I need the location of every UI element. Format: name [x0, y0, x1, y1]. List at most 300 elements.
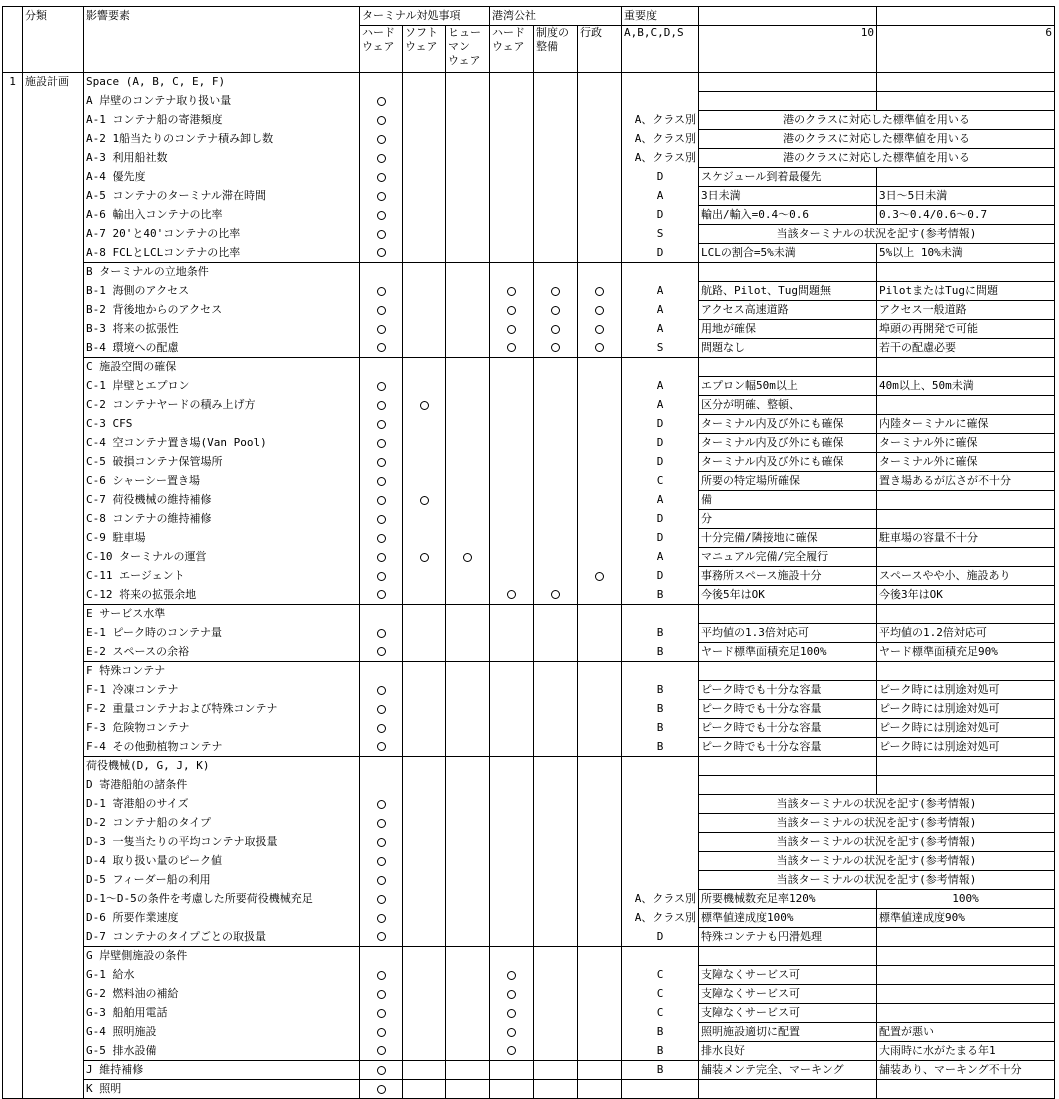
mark-terminal-humanware — [446, 111, 490, 130]
header-factor: 影響要素 — [84, 7, 360, 26]
mark-port-admin — [578, 510, 622, 529]
row-category — [23, 966, 84, 985]
row-score-6: 5%以上 10%未満 — [877, 244, 1055, 263]
row-number — [3, 1023, 23, 1042]
row-factor-label: D-7 コンテナのタイプごとの取扱量 — [84, 928, 360, 947]
row-score-10 — [699, 757, 877, 776]
row-score-6 — [877, 263, 1055, 282]
table-row — [3, 244, 1055, 263]
circle-mark-icon — [377, 116, 386, 125]
row-category — [23, 453, 84, 472]
header-importance-scale: A,B,C,D,S — [622, 26, 699, 73]
circle-mark-icon — [377, 287, 386, 296]
header-terminal-humanware: ヒュー マン ウェア — [446, 26, 490, 73]
row-category — [23, 947, 84, 966]
row-span-note: 当該ターミナルの状況を記す(参考情報) — [699, 814, 1055, 833]
row-factor-label: 荷役機械(D, G, J, K) — [84, 757, 360, 776]
mark-terminal-humanware — [446, 529, 490, 548]
mark-terminal-humanware — [446, 263, 490, 282]
row-category — [23, 586, 84, 605]
row-score-6: 平均値の1.2倍対応可 — [877, 624, 1055, 643]
mark-terminal-hardware — [360, 852, 403, 871]
row-factor-label: D-5 フィーダー船の利用 — [84, 871, 360, 890]
row-score-6: ピーク時には別途対処可 — [877, 738, 1055, 757]
row-score-10: ターミナル内及び外にも確保 — [699, 415, 877, 434]
circle-mark-icon — [595, 572, 604, 581]
table-body — [3, 73, 1055, 1099]
mark-terminal-hardware — [360, 605, 403, 624]
mark-port-hardware — [490, 605, 534, 624]
row-category — [23, 339, 84, 358]
mark-port-hardware — [490, 814, 534, 833]
circle-mark-icon — [463, 553, 472, 562]
row-importance: A — [622, 320, 699, 339]
mark-port-system — [534, 415, 578, 434]
row-factor-label: C-12 将来の拡張余地 — [84, 586, 360, 605]
circle-mark-icon — [420, 496, 429, 505]
row-factor-label: Space (A, B, C, E, F) — [84, 73, 360, 92]
table-row — [3, 966, 1055, 985]
row-factor-label: A-8 FCLとLCLコンテナの比率 — [84, 244, 360, 263]
mark-terminal-hardware — [360, 1042, 403, 1061]
table-row — [3, 491, 1055, 510]
mark-terminal-hardware — [360, 415, 403, 434]
mark-port-admin — [578, 890, 622, 909]
row-importance: B — [622, 643, 699, 662]
mark-terminal-humanware — [446, 1080, 490, 1099]
mark-port-admin — [578, 92, 622, 111]
mark-port-admin — [578, 301, 622, 320]
row-score-10: ターミナル内及び外にも確保 — [699, 453, 877, 472]
mark-terminal-humanware — [446, 909, 490, 928]
mark-terminal-software — [403, 472, 446, 491]
table-row — [3, 187, 1055, 206]
mark-terminal-hardware — [360, 358, 403, 377]
row-factor-label: A 岸壁のコンテナ取り扱い量 — [84, 92, 360, 111]
row-importance: D — [622, 529, 699, 548]
mark-terminal-hardware — [360, 282, 403, 301]
mark-port-system — [534, 529, 578, 548]
row-score-6 — [877, 662, 1055, 681]
mark-terminal-software — [403, 529, 446, 548]
table-row — [3, 605, 1055, 624]
row-factor-label: A-1 コンテナ船の寄港頻度 — [84, 111, 360, 130]
mark-terminal-software — [403, 1004, 446, 1023]
mark-port-hardware — [490, 586, 534, 605]
row-score-6 — [877, 491, 1055, 510]
row-importance: A、クラス別 — [622, 149, 699, 168]
row-factor-label: F-2 重量コンテナおよび特殊コンテナ — [84, 700, 360, 719]
circle-mark-icon — [377, 876, 386, 885]
row-importance — [622, 814, 699, 833]
mark-port-admin — [578, 472, 622, 491]
row-score-6: 駐車場の容量不十分 — [877, 529, 1055, 548]
row-importance — [622, 776, 699, 795]
mark-terminal-humanware — [446, 130, 490, 149]
mark-port-admin — [578, 662, 622, 681]
row-factor-label: B-4 環境への配慮 — [84, 339, 360, 358]
mark-port-system — [534, 301, 578, 320]
table-row — [3, 263, 1055, 282]
mark-terminal-hardware — [360, 73, 403, 92]
row-score-10 — [699, 73, 877, 92]
mark-terminal-software — [403, 168, 446, 187]
row-number — [3, 1080, 23, 1099]
row-factor-label: D-2 コンテナ船のタイプ — [84, 814, 360, 833]
row-importance: B — [622, 586, 699, 605]
table-row — [3, 111, 1055, 130]
row-score-10: 標準値達成度100% — [699, 909, 877, 928]
row-number — [3, 605, 23, 624]
row-factor-label: A-6 輸出入コンテナの比率 — [84, 206, 360, 225]
mark-port-hardware — [490, 111, 534, 130]
mark-terminal-hardware — [360, 624, 403, 643]
mark-terminal-hardware — [360, 795, 403, 814]
mark-port-system — [534, 282, 578, 301]
row-number — [3, 795, 23, 814]
row-score-10: 備 — [699, 491, 877, 510]
mark-terminal-humanware — [446, 1061, 490, 1080]
row-score-10: 支障なくサービス可 — [699, 1004, 877, 1023]
mark-terminal-humanware — [446, 833, 490, 852]
mark-port-hardware — [490, 73, 534, 92]
mark-port-admin — [578, 795, 622, 814]
table-row — [3, 377, 1055, 396]
mark-port-admin — [578, 1080, 622, 1099]
mark-terminal-software — [403, 795, 446, 814]
mark-terminal-software — [403, 491, 446, 510]
row-category — [23, 662, 84, 681]
mark-port-hardware — [490, 909, 534, 928]
row-factor-label: B ターミナルの立地条件 — [84, 263, 360, 282]
mark-terminal-software — [403, 871, 446, 890]
circle-mark-icon — [377, 990, 386, 999]
mark-port-hardware — [490, 263, 534, 282]
mark-port-hardware — [490, 567, 534, 586]
mark-port-admin — [578, 719, 622, 738]
row-factor-label: D-1〜D-5の条件を考慮した所要荷役機械充足 — [84, 890, 360, 909]
row-number — [3, 377, 23, 396]
row-score-10: 用地が確保 — [699, 320, 877, 339]
mark-terminal-hardware — [360, 928, 403, 947]
row-category — [23, 814, 84, 833]
mark-port-system — [534, 206, 578, 225]
row-number — [3, 92, 23, 111]
row-score-6: 3日〜5日未満 — [877, 187, 1055, 206]
row-importance — [622, 662, 699, 681]
row-number — [3, 225, 23, 244]
mark-terminal-software — [403, 339, 446, 358]
row-importance — [622, 92, 699, 111]
mark-terminal-software — [403, 301, 446, 320]
mark-terminal-software — [403, 510, 446, 529]
row-span-note: 当該ターミナルの状況を記す(参考情報) — [699, 852, 1055, 871]
mark-port-admin — [578, 567, 622, 586]
mark-terminal-software — [403, 928, 446, 947]
circle-mark-icon — [377, 248, 386, 257]
circle-mark-icon — [377, 1066, 386, 1075]
table-row — [3, 510, 1055, 529]
row-number — [3, 662, 23, 681]
mark-port-hardware — [490, 719, 534, 738]
circle-mark-icon — [377, 1028, 386, 1037]
circle-mark-icon — [377, 97, 386, 106]
mark-port-hardware — [490, 510, 534, 529]
mark-terminal-software — [403, 1023, 446, 1042]
mark-terminal-humanware — [446, 320, 490, 339]
mark-port-hardware — [490, 700, 534, 719]
mark-terminal-humanware — [446, 985, 490, 1004]
mark-terminal-hardware — [360, 738, 403, 757]
row-factor-label: C-1 岸壁とエプロン — [84, 377, 360, 396]
mark-port-system — [534, 73, 578, 92]
row-category — [23, 985, 84, 1004]
table-row — [3, 985, 1055, 1004]
mark-port-hardware — [490, 966, 534, 985]
mark-terminal-software — [403, 1042, 446, 1061]
circle-mark-icon — [377, 971, 386, 980]
mark-terminal-hardware — [360, 491, 403, 510]
row-factor-label: A-4 優先度 — [84, 168, 360, 187]
row-score-6 — [877, 168, 1055, 187]
row-category — [23, 206, 84, 225]
mark-terminal-hardware — [360, 890, 403, 909]
mark-port-hardware — [490, 662, 534, 681]
mark-terminal-hardware — [360, 567, 403, 586]
row-category — [23, 1004, 84, 1023]
row-span-note: 当該ターミナルの状況を記す(参考情報) — [699, 795, 1055, 814]
mark-terminal-humanware — [446, 567, 490, 586]
row-importance: B — [622, 624, 699, 643]
row-category — [23, 358, 84, 377]
row-factor-label: C-10 ターミナルの運営 — [84, 548, 360, 567]
row-category — [23, 681, 84, 700]
mark-port-hardware — [490, 301, 534, 320]
mark-port-hardware — [490, 244, 534, 263]
circle-mark-icon — [420, 553, 429, 562]
table-row — [3, 795, 1055, 814]
row-category — [23, 434, 84, 453]
mark-terminal-hardware — [360, 586, 403, 605]
mark-terminal-hardware — [360, 985, 403, 1004]
mark-port-hardware — [490, 624, 534, 643]
mark-terminal-humanware — [446, 1023, 490, 1042]
mark-port-system — [534, 662, 578, 681]
mark-port-admin — [578, 225, 622, 244]
mark-port-admin — [578, 1023, 622, 1042]
row-factor-label: G 岸壁側施設の条件 — [84, 947, 360, 966]
row-factor-label: F-4 その他動植物コンテナ — [84, 738, 360, 757]
row-category — [23, 491, 84, 510]
mark-port-system — [534, 111, 578, 130]
row-category — [23, 1061, 84, 1080]
row-factor-label: A-5 コンテナのターミナル滞在時間 — [84, 187, 360, 206]
mark-terminal-humanware — [446, 396, 490, 415]
mark-terminal-software — [403, 282, 446, 301]
row-category — [23, 225, 84, 244]
row-span-note: 港のクラスに対応した標準値を用いる — [699, 130, 1055, 149]
circle-mark-icon — [507, 325, 516, 334]
row-category — [23, 377, 84, 396]
row-score-10: 事務所スペース施設十分 — [699, 567, 877, 586]
mark-terminal-software — [403, 244, 446, 263]
row-number — [3, 510, 23, 529]
mark-terminal-humanware — [446, 510, 490, 529]
mark-port-hardware — [490, 168, 534, 187]
row-score-6: ターミナル外に確保 — [877, 453, 1055, 472]
row-score-6 — [877, 776, 1055, 795]
mark-port-system — [534, 719, 578, 738]
row-number — [3, 491, 23, 510]
row-span-note: 当該ターミナルの状況を記す(参考情報) — [699, 871, 1055, 890]
mark-port-system — [534, 776, 578, 795]
mark-terminal-hardware — [360, 263, 403, 282]
circle-mark-icon — [377, 173, 386, 182]
mark-terminal-hardware — [360, 377, 403, 396]
mark-terminal-hardware — [360, 434, 403, 453]
mark-terminal-software — [403, 662, 446, 681]
row-number — [3, 567, 23, 586]
mark-port-admin — [578, 187, 622, 206]
mark-terminal-software — [403, 548, 446, 567]
row-score-6 — [877, 1004, 1055, 1023]
mark-terminal-software — [403, 643, 446, 662]
row-score-10: 分 — [699, 510, 877, 529]
mark-terminal-humanware — [446, 738, 490, 757]
row-score-6: 埠頭の再開発で可能 — [877, 320, 1055, 339]
mark-port-admin — [578, 244, 622, 263]
header-port-admin: 行政 — [578, 26, 622, 73]
mark-port-hardware — [490, 871, 534, 890]
circle-mark-icon — [507, 971, 516, 980]
mark-port-hardware — [490, 377, 534, 396]
mark-port-system — [534, 472, 578, 491]
row-number — [3, 719, 23, 738]
row-importance: A — [622, 187, 699, 206]
table-row — [3, 92, 1055, 111]
mark-port-hardware — [490, 1023, 534, 1042]
table-row — [3, 947, 1055, 966]
row-factor-label: D-6 所要作業速度 — [84, 909, 360, 928]
mark-terminal-software — [403, 681, 446, 700]
row-number — [3, 320, 23, 339]
mark-port-system — [534, 377, 578, 396]
mark-port-hardware — [490, 643, 534, 662]
mark-terminal-humanware — [446, 852, 490, 871]
row-importance — [622, 73, 699, 92]
row-score-10: ピーク時でも十分な容量 — [699, 738, 877, 757]
circle-mark-icon — [507, 590, 516, 599]
mark-terminal-hardware — [360, 681, 403, 700]
row-importance — [622, 871, 699, 890]
mark-port-system — [534, 548, 578, 567]
row-span-note: 当該ターミナルの状況を記す(参考情報) — [699, 225, 1055, 244]
row-score-6 — [877, 928, 1055, 947]
row-category — [23, 301, 84, 320]
row-score-10 — [699, 358, 877, 377]
table-row — [3, 871, 1055, 890]
header-category: 分類 — [23, 7, 84, 26]
row-importance: B — [622, 1042, 699, 1061]
mark-terminal-hardware — [360, 130, 403, 149]
row-factor-label: C 施設空間の確保 — [84, 358, 360, 377]
mark-terminal-humanware — [446, 225, 490, 244]
row-category — [23, 263, 84, 282]
mark-port-admin — [578, 605, 622, 624]
row-number — [3, 966, 23, 985]
row-span-note: 港のクラスに対応した標準値を用いる — [699, 149, 1055, 168]
mark-port-admin — [578, 643, 622, 662]
table-row — [3, 358, 1055, 377]
row-number — [3, 301, 23, 320]
header-blank-10 — [699, 7, 877, 26]
row-score-6 — [877, 1080, 1055, 1099]
mark-port-system — [534, 510, 578, 529]
row-score-10: LCLの割合=5%未満 — [699, 244, 877, 263]
mark-port-system — [534, 339, 578, 358]
circle-mark-icon — [377, 439, 386, 448]
row-category — [23, 168, 84, 187]
mark-port-hardware — [490, 206, 534, 225]
mark-terminal-software — [403, 434, 446, 453]
row-importance — [622, 263, 699, 282]
row-category — [23, 833, 84, 852]
row-category — [23, 852, 84, 871]
row-number — [3, 624, 23, 643]
row-importance: A、クラス別 — [622, 909, 699, 928]
row-score-10 — [699, 776, 877, 795]
mark-terminal-hardware — [360, 187, 403, 206]
circle-mark-icon — [377, 496, 386, 505]
mark-port-hardware — [490, 1004, 534, 1023]
row-score-10: 照明施設適切に配置 — [699, 1023, 877, 1042]
table-row — [3, 1023, 1055, 1042]
mark-port-system — [534, 567, 578, 586]
mark-terminal-humanware — [446, 73, 490, 92]
mark-port-system — [534, 225, 578, 244]
mark-terminal-software — [403, 187, 446, 206]
row-importance — [622, 1080, 699, 1099]
row-importance: A — [622, 301, 699, 320]
row-importance: B — [622, 719, 699, 738]
row-factor-label: D-1 寄港船のサイズ — [84, 795, 360, 814]
row-factor-label: F-3 危険物コンテナ — [84, 719, 360, 738]
circle-mark-icon — [377, 306, 386, 315]
row-factor-label: G-5 排水設備 — [84, 1042, 360, 1061]
mark-port-hardware — [490, 985, 534, 1004]
row-number — [3, 738, 23, 757]
row-importance: A — [622, 377, 699, 396]
mark-terminal-humanware — [446, 605, 490, 624]
mark-port-system — [534, 149, 578, 168]
circle-mark-icon — [551, 325, 560, 334]
row-score-10 — [699, 1080, 877, 1099]
mark-terminal-humanware — [446, 339, 490, 358]
row-factor-label: C-6 シャーシー置き場 — [84, 472, 360, 491]
mark-port-admin — [578, 130, 622, 149]
row-importance: D — [622, 206, 699, 225]
mark-port-system — [534, 985, 578, 1004]
row-score-6 — [877, 757, 1055, 776]
mark-port-admin — [578, 833, 622, 852]
mark-port-admin — [578, 814, 622, 833]
row-factor-label: F-1 冷凍コンテナ — [84, 681, 360, 700]
row-importance — [622, 605, 699, 624]
mark-port-admin — [578, 263, 622, 282]
row-number — [3, 244, 23, 263]
row-factor-label: B-3 将来の拡張性 — [84, 320, 360, 339]
row-category — [23, 1023, 84, 1042]
